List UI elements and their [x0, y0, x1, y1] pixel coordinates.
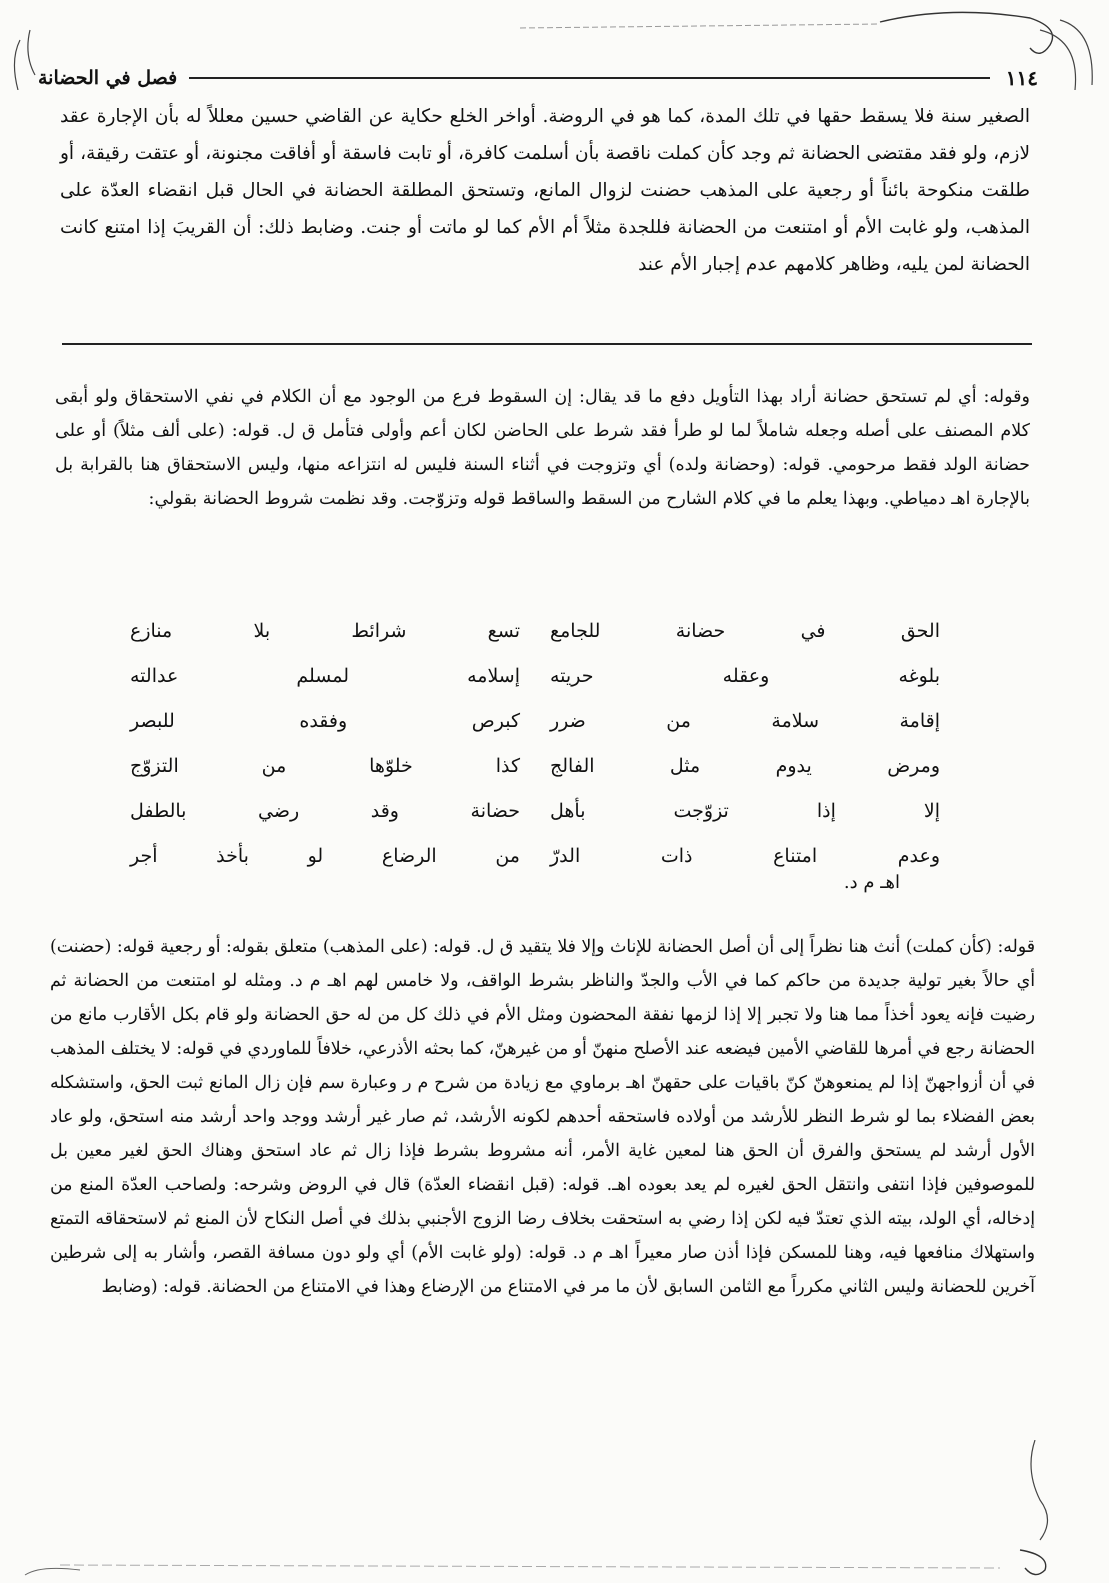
commentary-block-2	[50, 930, 1035, 1304]
poem-verse	[130, 788, 940, 833]
poem-verse	[130, 743, 940, 788]
poem-attribution: اهـ م د.	[843, 872, 900, 893]
header-rule	[189, 77, 990, 79]
verse-second-hemistich: حضانة وقد رضي بالطفل	[130, 799, 520, 822]
commentary-block-1	[55, 380, 1030, 516]
page-number: ١١٤	[1005, 66, 1038, 90]
footnote-separator	[62, 343, 1032, 345]
verse-second-hemistich: من الرضاع لو بأخذ أجر	[130, 844, 520, 867]
main-paragraph: الصغير سنة فلا يسقط حقها في تلك المدة، كما هو في الروضة. أواخر الخلع حكاية عن القاضي حسين معللاً له بأن الإجارة عقد لازم، ولو فقد مقتضى الحضانة ثم وجد كأن كملت ناقصة بأن أسلمت كافرة، أو تابت فاسقة أو أفاقت مجنونة، أو عتقت رقيقة، أو طلقت منكوحة بائناً أو رجعية على المذهب حضنت لزوال المانع، وتستحق المطلقة الحضانة في الحال قبل انقضاء العدّة على المذهب، ولو غابت الأم أو امتنعت من الحضانة فللجدة مثلاً أم الأم كما لو ماتت أو جنت. وضابط ذلك: أن القريبَ إذا امتنع كانت الحضانة لمن يليه، وظاهر كلامهم عدم إجبار الأم عند	[60, 106, 1030, 275]
commentary-paragraph: وقوله: أي لم تستحق حضانة أراد بهذا التأويل دفع ما قد يقال: إن السقوط فرع من الوجود مع أن الكلام في نفي الاستحقاق ولو أبقى كلام المصنف على أصله وجعله شاملاً لما لو طرأ فقد شرط على الحاضن لكان أعم وأولى فتأمل ق ل. قوله: (على ألف مثلاً) أو على حضانة الولد فقط مرحومي. قوله: (وحضانة ولده) أي وتزوجت في أثناء السنة فليس له انتزاعه منها، وليس الاستحقاق هنا بالقرابة بل بالإجارة اهـ دمياطي. وبهذا يعلم ما في كلام الشارح من السقط والساقط قوله وتزوّجت. وقد نظمت شروط الحضانة بقولي:	[55, 387, 1030, 509]
poem-verse	[130, 698, 940, 743]
main-text	[60, 98, 1030, 283]
verse-first-hemistich: الحق في حضانة للجامع	[550, 619, 940, 642]
bottom-border-ornament	[0, 1440, 1109, 1580]
poem-verse	[130, 608, 940, 653]
chapter-title: فصل في الحضانة	[38, 67, 178, 89]
poem-verse	[130, 653, 940, 698]
verse-first-hemistich: بلوغه وعقله حريته	[550, 664, 940, 687]
verse-second-hemistich: إسلامه لمسلم عدالته	[130, 664, 520, 687]
commentary-paragraph: قوله: (كأن كملت) أنث هنا نظراً إلى أن أصل الحضانة للإناث وإلا فلا يتقيد ق ل. قوله: (على المذهب) متعلق بقوله: أو رجعية قوله: (حضنت) أي حالاً بغير تولية جديدة من حاكم كما في الأب والجدّ والناظر بشرط الواقف، ولا خامس لهم اهـ م د. ومثله لو امتنعت من الحضانة ثم رضيت فإنه يعود أخذاً مما هنا ولا تجبر إلا إذا لزمها نفقة المحضون ومثل الأم في ذلك كل من له حق الحضانة ولو قام بكل الأقارب مانع من الحضانة رجع في أمرها للقاضي الأمين فيضعه عند الأصلح منهنّ أو من غيرهنّ، كما بحثه الأذرعي، خلافاً للماوردي في قوله: لا يختلف المذهب في أن أزواجهنّ إذا لم يمنعوهنّ كنّ باقيات على حقهنّ اهـ برماوي مع زيادة من شرح م ر وعبارة سم فإن زال المانع ثبت الحق، واستشكله بعض الفضلاء بما لو شرط النظر للأرشد من أولاده فاستحقه أحدهم لكونه الأرشد، ثم صار غير أرشد ووجد واحد أرشد منه استحق، ولو عاد الأول أرشد لم يستحق والفرق أن الحق هنا لمعين غاية الأمر، أنه مشروط بشرط فإذا زال ثم عاد استحق وهناك الحق لغير معين بل للموصوفين فإذا انتفى وانتقل الحق لغيره لم يعد بعوده اهـ. قوله: (قبل انقضاء العدّة) قال في الروض وشرحه: ولصاحب العدّة المنع من إدخاله، أي الولد، بيته الذي تعتدّ فيه لكن إذا رضي به استحقت بخلاف رضا الزوج الأجنبي بذلك في أصل النكاح لأن المنع ثم لاستحقاقه التمتع واستهلاك منافعها فيه، وهنا للمسكن فإذا أذن صار معيراً اهـ م د. قوله: (ولو غابت الأم) أي ولو دون مسافة القصر، وأشار به إلى شرطين آخرين للحضانة وليس الثاني مكرراً مع الثامن السابق لأن ما مر في الامتناع من الإرضاع وهذا في الامتناع من الحضانة. قوله: (وضابط	[50, 937, 1035, 1297]
verse-first-hemistich: وعدم امتناع ذات الدرّ	[550, 844, 940, 867]
verse-first-hemistich: إقامة سلامة من ضرر	[550, 709, 940, 732]
page-header	[38, 62, 1038, 94]
poem	[130, 608, 940, 878]
verse-second-hemistich: تسع شرائط بلا منازع	[130, 619, 520, 642]
verse-second-hemistich: كبرص وفقده للبصر	[130, 709, 520, 732]
verse-first-hemistich: إلا إذا تزوّجت بأهل	[550, 799, 940, 822]
verse-first-hemistich: ومرض يدوم مثل الفالج	[550, 754, 940, 777]
verse-second-hemistich: كذا خلوّها من التزوّج	[130, 754, 520, 777]
